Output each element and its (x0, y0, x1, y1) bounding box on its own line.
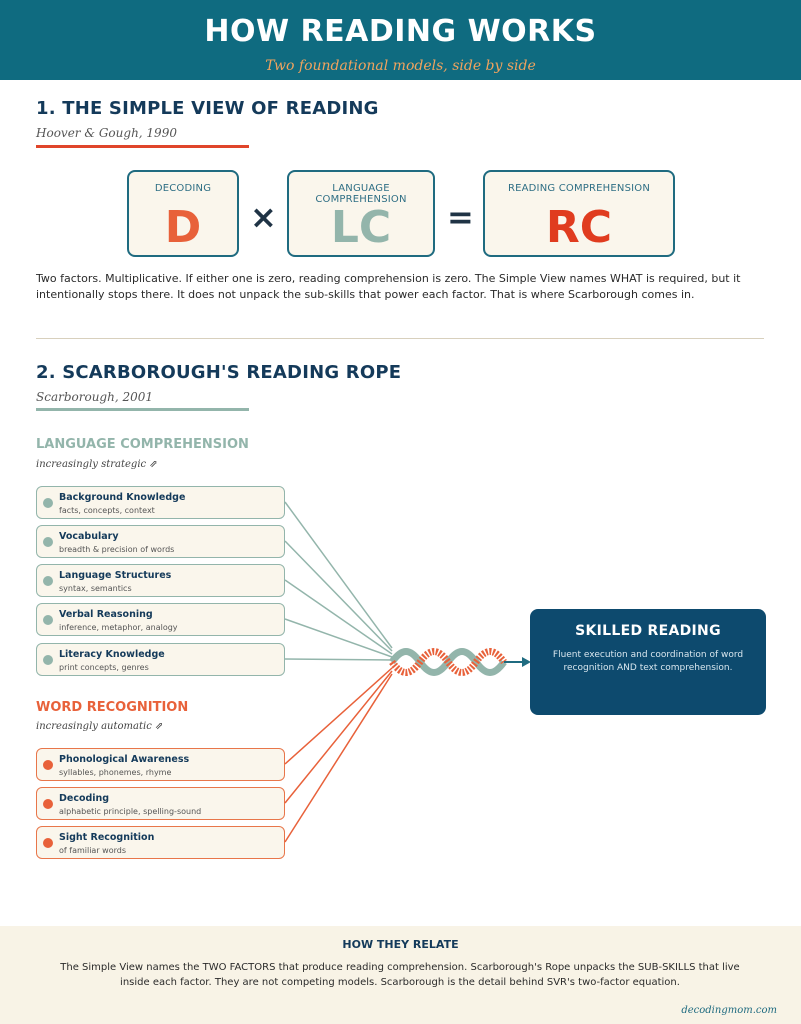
skilled-reading-box (530, 609, 766, 715)
skill-desc: alphabetic principle, spelling-sound (59, 807, 202, 816)
skill-name: Literacy Knowledge (59, 649, 165, 660)
footer-body: The Simple View names the TWO FACTORS that produce reading comprehension. Scarborough's Rope unpacks the SUB-SKILLS that live inside each factor. They are not competing models. Scarborough is the detail behind SVR's two-factor equation. (60, 962, 740, 988)
strand-line (285, 668, 392, 764)
skill-desc: syntax, semantics (59, 584, 132, 593)
wr-strands (285, 668, 392, 842)
page-title: HOW READING WORKS (204, 14, 597, 49)
skilled-reading-desc: Fluent execution and coordination of word recognition AND text comprehension. (552, 650, 744, 673)
skill-desc: facts, concepts, context (59, 506, 155, 515)
skill-desc: inference, metaphor, analogy (59, 623, 178, 632)
decoding-box-label: DECODING (154, 183, 212, 194)
times-operator: × (250, 198, 277, 236)
strand-line (285, 674, 392, 842)
lc-strands (285, 502, 392, 660)
skill-name: Background Knowledge (59, 492, 186, 503)
skill-name: Decoding (59, 793, 110, 804)
language-comprehension-box-letter: LC (330, 202, 392, 253)
svr-section-title: 1. THE SIMPLE VIEW OF READING (36, 98, 379, 119)
arrow-up-icon: ⇗ (155, 721, 164, 732)
skill-desc: of familiar words (59, 846, 126, 855)
arrow-up-icon: ⇗ (149, 459, 158, 470)
rope-section-title: 2. SCARBOROUGH'S READING ROPE (36, 362, 402, 383)
lc-group-subtitle: increasingly strategic ⇗ (36, 459, 158, 470)
svr-paragraph: Two factors. Multiplicative. If either one is zero, reading comprehension is zero. The Simple View names WHAT is required, but it intentionally stops there. It does not unpack the sub-skills that power each factor. That is where Scarborough comes in. (36, 272, 741, 301)
language-comprehension-box-label: LANGUAGE COMPREHENSION (315, 183, 407, 205)
strand-line (285, 502, 392, 648)
twisted-rope (392, 652, 531, 673)
footer-title: HOW THEY RELATE (342, 938, 459, 951)
brand-link[interactable]: decodingmom.com (681, 1005, 777, 1016)
page-subtitle: Two foundational models, side by side (265, 58, 536, 74)
skill-desc: breadth & precision of words (59, 545, 175, 554)
skilled-reading-title: SKILLED READING (575, 623, 721, 639)
strand-line (285, 580, 392, 654)
svr-citation: Hoover & Gough, 1990 (36, 126, 177, 140)
skill-name: Sight Recognition (59, 832, 155, 843)
lc-group-title: LANGUAGE COMPREHENSION (36, 437, 249, 452)
strand-line (285, 671, 392, 803)
skill-desc: print concepts, genres (59, 663, 149, 672)
equals-operator: = (447, 198, 474, 236)
wr-group-subtitle: increasingly automatic ⇗ (36, 721, 164, 732)
strand-line (285, 541, 392, 651)
footer-panel (0, 926, 801, 1024)
reading-comprehension-box-letter: RC (545, 202, 613, 253)
wr-group-title: WORD RECOGNITION (36, 700, 189, 715)
skill-name: Vocabulary (59, 531, 119, 542)
rope-citation: Scarborough, 2001 (36, 390, 154, 404)
strand-line (285, 619, 392, 657)
skill-name: Verbal Reasoning (59, 609, 153, 620)
skill-name: Phonological Awareness (59, 754, 190, 765)
reading-comprehension-box-label: READING COMPREHENSION (507, 183, 651, 194)
strand-line (285, 659, 392, 660)
skill-name: Language Structures (59, 570, 172, 581)
skill-desc: syllables, phonemes, rhyme (59, 768, 172, 777)
decoding-box-letter: D (164, 202, 202, 253)
